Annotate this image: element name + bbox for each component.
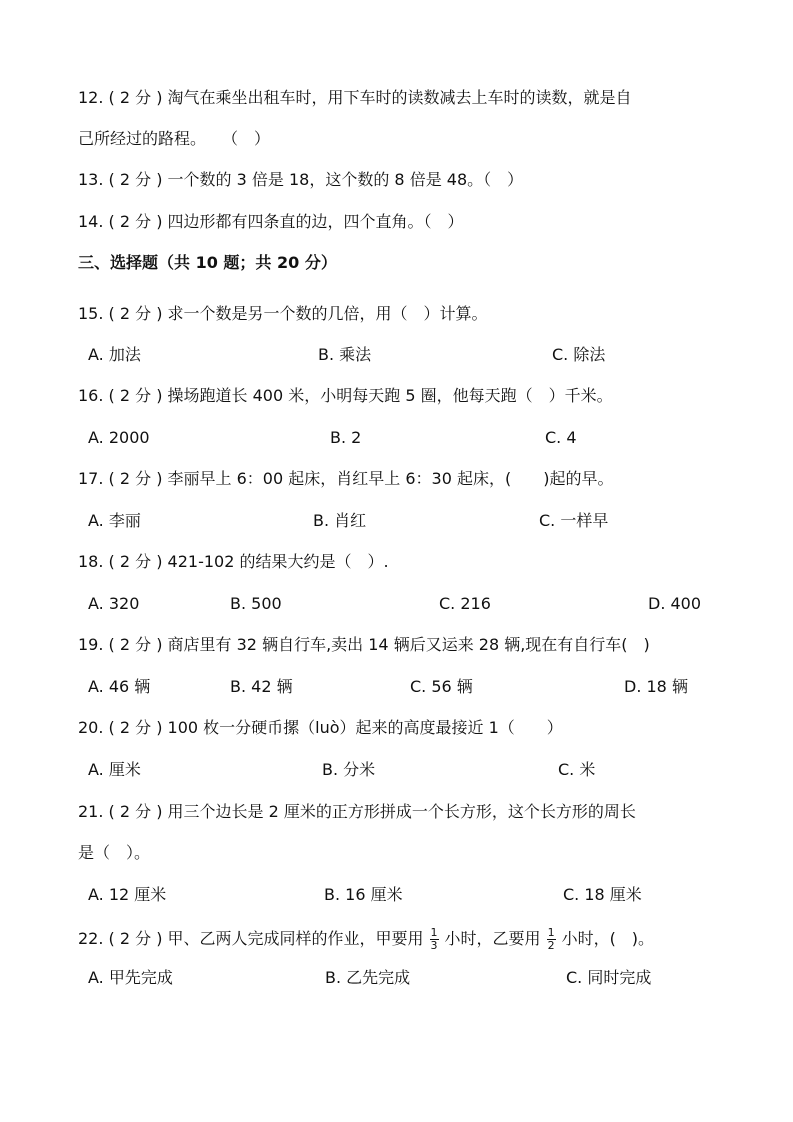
q17-option-a: A. 李丽 xyxy=(88,511,141,530)
q22-option-a: A. 甲先完成 xyxy=(88,968,173,987)
q22-stem-part1: 22. ( 2 分 ) 甲、乙两人完成同样的作业，甲要用 xyxy=(78,929,424,948)
q18-option-b: B. 500 xyxy=(230,594,282,613)
q21-option-c: C. 18 厘米 xyxy=(563,885,642,904)
q14-text: 14. ( 2 分 ) 四边形都有四条直的边，四个直角。（ ） xyxy=(78,212,464,231)
q16-option-a: A. 2000 xyxy=(88,428,150,447)
q22-option-b: B. 乙先完成 xyxy=(325,968,411,987)
q18-stem: 18. ( 2 分 ) 421-102 的结果大约是（ ）. xyxy=(78,552,389,571)
q22-stem-part3: 小时，( )。 xyxy=(561,929,655,948)
q20-option-b: B. 分米 xyxy=(322,760,376,779)
q20-option-c: C. 米 xyxy=(558,760,596,779)
q16-option-c: C. 4 xyxy=(545,428,577,447)
q22-stem-part2: 小时，乙要用 xyxy=(444,929,541,948)
fraction-one-third: $\frac{1}{3}$ xyxy=(430,926,438,952)
q20-option-a: A. 厘米 xyxy=(88,760,141,779)
q19-option-b: B. 42 辆 xyxy=(230,677,293,696)
q19-option-c: C. 56 辆 xyxy=(410,677,473,696)
q19-option-a: A. 46 辆 xyxy=(88,677,151,696)
q19-stem: 19. ( 2 分 ) 商店里有 32 辆自行车,卖出 14 辆后又运来 28 辆,现在有自行车( ) xyxy=(78,635,650,654)
q12-line2: 己所经过的路程。 （ ） xyxy=(78,129,271,148)
q17-stem: 17. ( 2 分 ) 李丽早上 6：00 起床，肖红早上 6：30 起床，( )起的早。 xyxy=(78,469,614,488)
q17-option-b: B. 肖红 xyxy=(313,511,367,530)
q21-line2: 是（ ）。 xyxy=(78,843,151,862)
q15-stem: 15. ( 2 分 ) 求一个数是另一个数的几倍，用（ ）计算。 xyxy=(78,304,488,323)
q18-option-a: A. 320 xyxy=(88,594,140,613)
q16-stem: 16. ( 2 分 ) 操场跑道长 400 米，小明每天跑 5 圈，他每天跑（ ）千米。 xyxy=(78,386,613,405)
q21-option-b: B. 16 厘米 xyxy=(324,885,403,904)
q18-option-c: C. 216 xyxy=(439,594,491,613)
q21-line1: 21. ( 2 分 ) 用三个边长是 2 厘米的正方形拼成一个长方形，这个长方形的周长 xyxy=(78,802,636,821)
section-3-heading: 三、选择题（共 10 题；共 20 分） xyxy=(78,253,337,272)
q20-stem: 20. ( 2 分 ) 100 枚一分硬币摞（luò）起来的高度最接近 1（ ） xyxy=(78,718,563,737)
fraction-one-half: $\frac{1}{2}$ xyxy=(547,926,555,952)
q15-option-c: C. 除法 xyxy=(552,345,606,364)
q21-option-a: A. 12 厘米 xyxy=(88,885,167,904)
q13-text: 13. ( 2 分 ) 一个数的 3 倍是 18，这个数的 8 倍是 48。（ ） xyxy=(78,170,524,189)
q15-option-b: B. 乘法 xyxy=(318,345,372,364)
q19-option-d: D. 18 辆 xyxy=(624,677,688,696)
q12-line1: 12. ( 2 分 ) 淘气在乘坐出租车时，用下车时的读数减去上车时的读数，就是自 xyxy=(78,88,632,107)
q22-option-c: C. 同时完成 xyxy=(566,968,652,987)
q18-option-d: D. 400 xyxy=(648,594,702,613)
q22-stem xyxy=(78,927,654,952)
q15-option-a: A. 加法 xyxy=(88,345,141,364)
q17-option-c: C. 一样早 xyxy=(539,511,609,530)
q16-option-b: B. 2 xyxy=(330,428,362,447)
